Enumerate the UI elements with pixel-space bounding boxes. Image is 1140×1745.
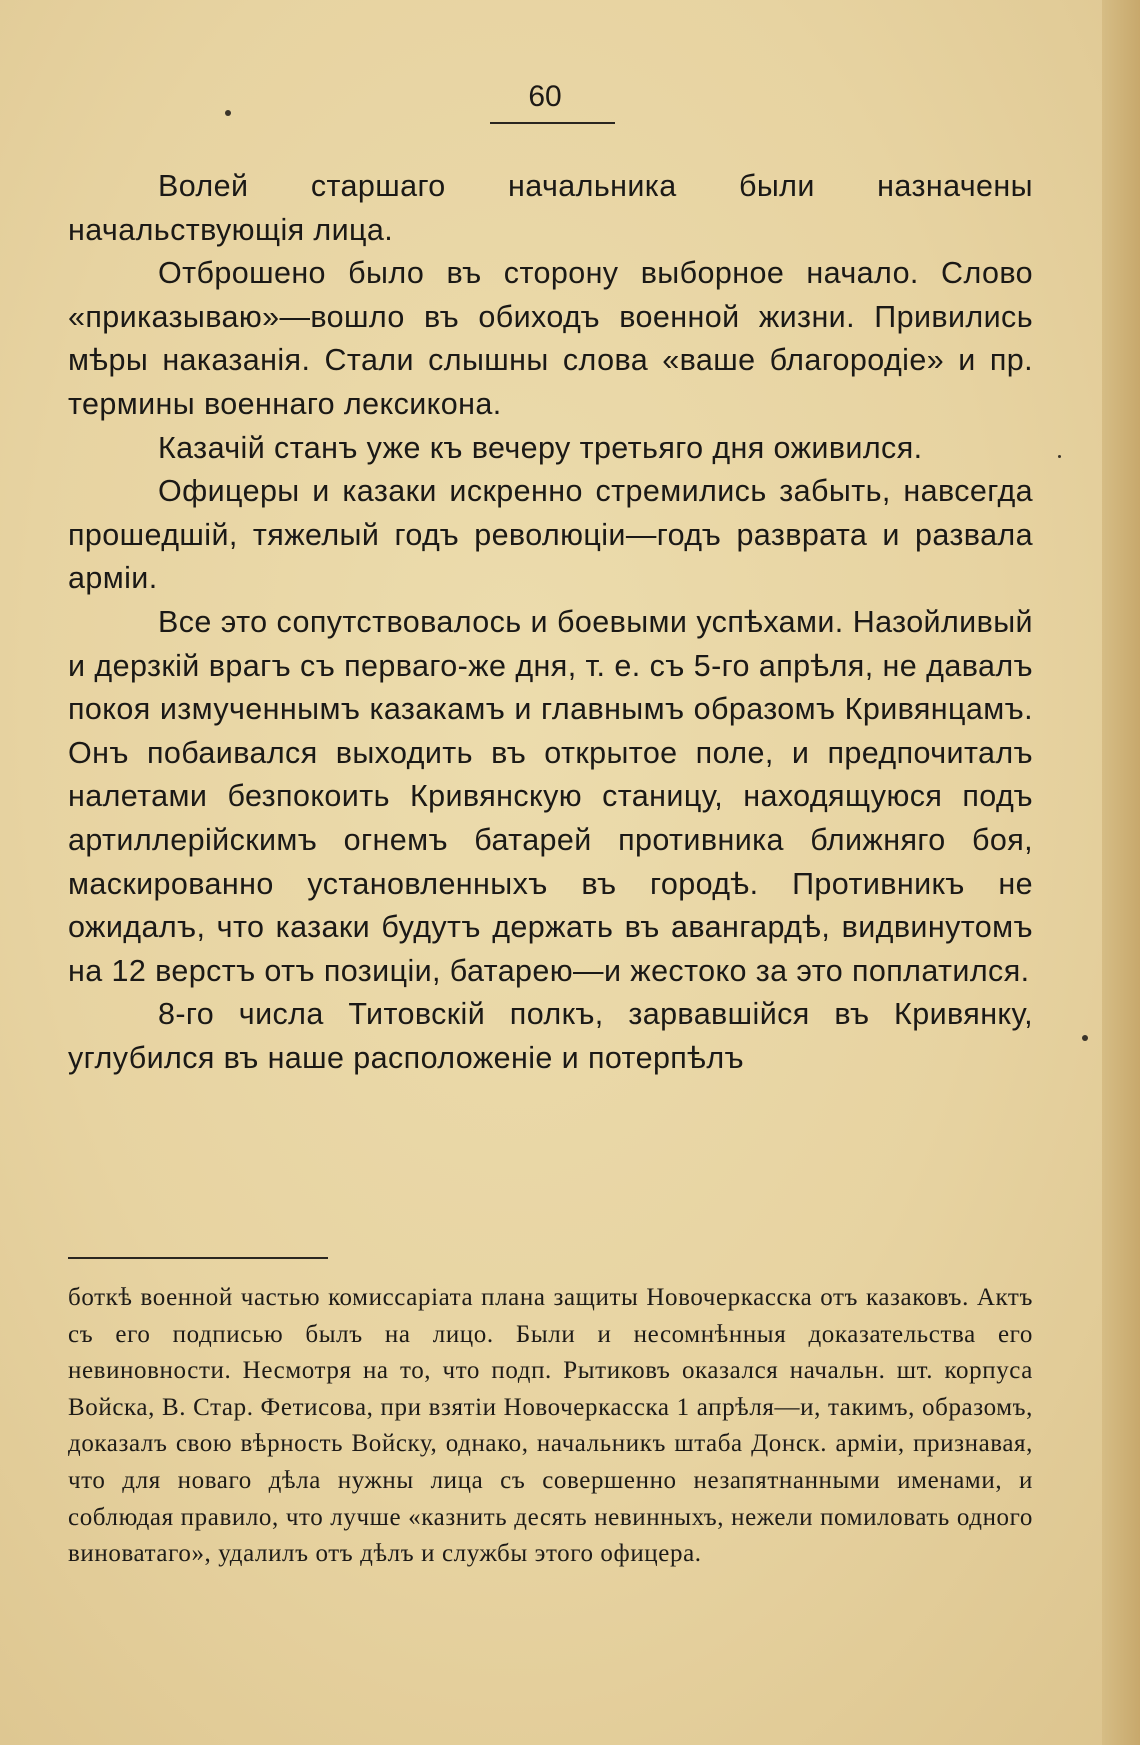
paragraph: Офицеры и казаки искренно стремились забыть, навсегда прошедшій, тяжелый годъ революціи—годъ разврата и развала арміи. <box>68 474 1033 596</box>
footnote: боткѣ военной частью комиссаріата плана защиты Новочеркасска отъ казаковъ. Актъ съ его подписью былъ на лицо. Были и несомнѣнныя доказательства его невиновности. Несмотря на то, что подп. Рытиковъ оказался начальн. шт. корпуса Войска, В. Стар. Фетисова, при взятіи Новочеркасска 1 апрѣля—и, такимъ, образомъ, доказалъ свою вѣрность Войску, однако, начальникъ штаба Донск. арміи, признавая, что для новаго дѣла нужны лица съ совершенно незапятнанными именами, и соблюдая правило, что лучше «казнить десять невинныхъ, нежели помиловать одного виноватаго», удалилъ отъ дѣлъ и службы этого офицера. <box>68 1284 1033 1568</box>
paragraph: Отброшено было въ сторону выборное начало. Слово «приказываю»—вошло въ обиходъ военной жизни. Привились мѣры наказанія. Стали слышны слова «ваше благородіе» и пр. термины военнаго лексикона. <box>68 256 1033 421</box>
paragraph: Волей старшаго начальника были назначены начальствующія лица. <box>68 169 1033 247</box>
print-speck <box>225 110 231 116</box>
page-number: 60 <box>528 80 562 113</box>
print-speck <box>1058 455 1061 458</box>
page-number-underline <box>490 122 615 124</box>
paragraph: Казачій станъ уже къ вечеру третьяго дня оживился. <box>158 430 923 465</box>
paragraph: 8-го числа Титовскій полкъ, зарвавшійся въ Кривянку, углубился въ наше расположеніе и потерпѣлъ <box>68 997 1033 1075</box>
print-speck <box>1082 1035 1088 1041</box>
page-edge <box>1102 0 1140 1745</box>
footnote-separator <box>68 1257 328 1259</box>
paragraph: Все это сопутствовалось и боевыми успѣхами. Назойливый и дерзкій врагъ съ перваго-же дня, т. е. съ 5-го апрѣля, не давалъ покоя измученнымъ казакамъ и главнымъ образомъ Кривянцамъ. Онъ побаивался выходить въ открытое поле, и предпочиталъ налетами безпокоить Кривянскую станицу, находящуюся подъ артиллерійскимъ огнемъ батарей противника ближняго боя, маскированно установленныхъ въ городѣ. Противникъ не ожидалъ, что казаки будутъ держать въ авангардѣ, видвинутомъ на 12 верстъ отъ позиціи, батарею—и жестоко за это поплатился. <box>68 604 1033 988</box>
main-text <box>68 165 1033 1080</box>
